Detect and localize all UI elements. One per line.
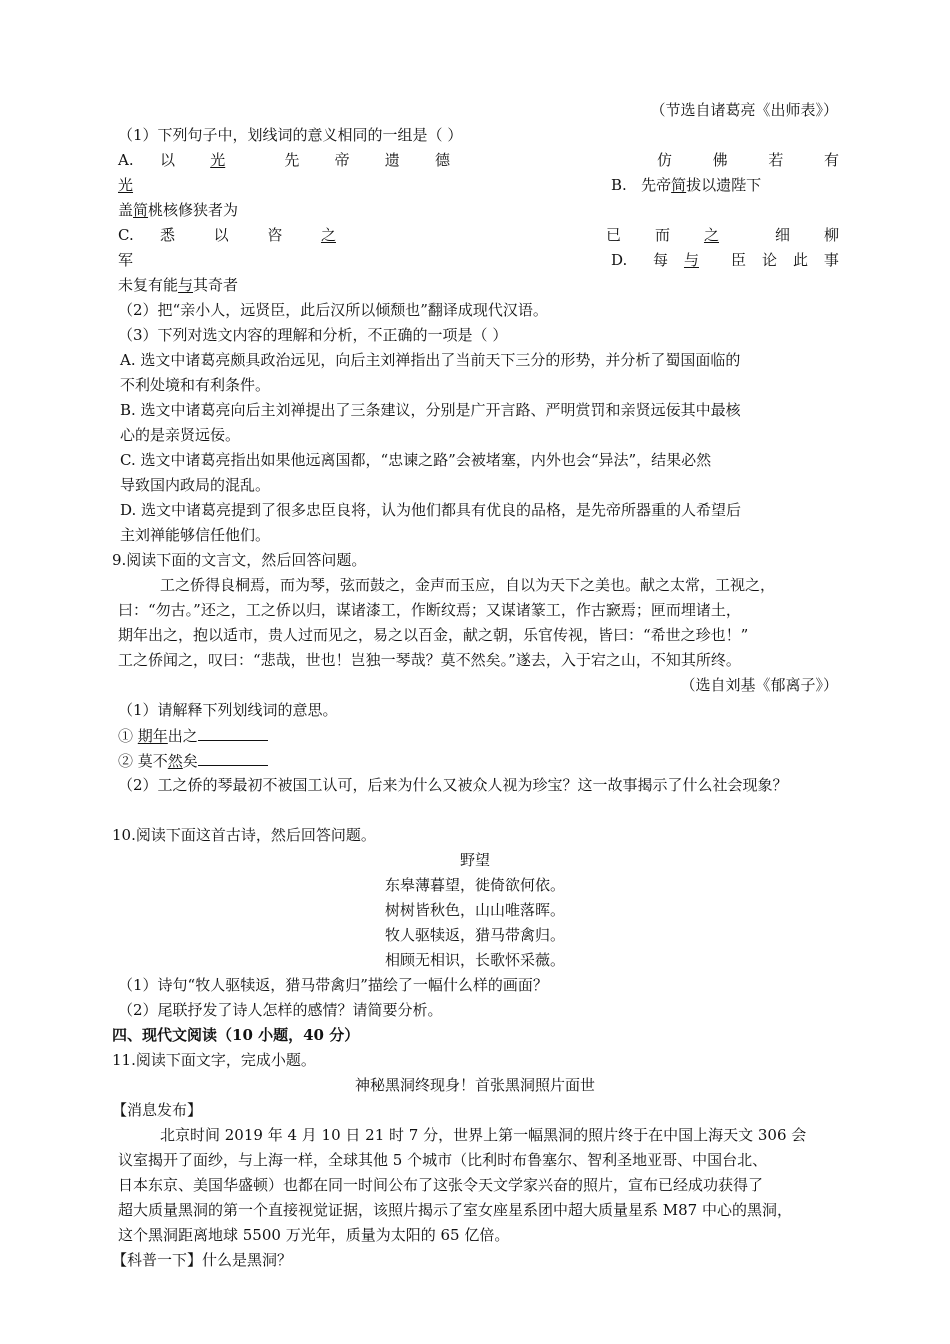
q9-title: 9.阅读下面的文言文，然后回答问题。	[112, 551, 367, 569]
q9-para-3: 期年出之，抱以适市，贵人过而见之，易之以百金，献之朝，乐官传视，皆曰：“希世之珍也！”	[118, 626, 749, 644]
q9-source: （选自刘基《郁离子》）	[680, 676, 838, 694]
q8-optC-chars: 悉 以 咨 之	[160, 225, 372, 245]
optA-char: 以	[160, 151, 176, 169]
answer-blank	[198, 725, 268, 741]
q9-item-2: ② 莫不然矣	[118, 750, 268, 771]
q9-para-2: 曰：“勿古。”还之，工之侨以归，谋诸漆工，作断纹焉；又谋诸篆工，作古窾焉；匣而埋诸土，	[118, 601, 741, 619]
q8-optC-cont: 军	[118, 251, 134, 269]
optA-underlined-word: 光	[210, 151, 226, 169]
optA-char: 遗	[384, 151, 400, 169]
poem-line-2: 树树皆秋色，山山唯落晖。	[384, 901, 565, 919]
q8-sub2: （2）把“亲小人，远贤臣，此后汉所以倾颓也”翻译成现代汉语。	[118, 301, 548, 319]
q8-optA-chars	[160, 150, 450, 170]
optC-underlined-word: 之	[320, 226, 336, 244]
q8-choice-b-cont: 心的是亲贤远佞。	[120, 426, 241, 444]
optB-underlined-word: 简	[671, 176, 687, 194]
q8-source: （节选自诸葛亮《出师表》）	[650, 101, 838, 119]
poem-title: 野望	[459, 851, 490, 869]
q8-optC-right: 已 而 之 细 柳	[606, 226, 839, 244]
q8-optD-cont: 未复有能与其奇者	[118, 276, 239, 294]
news-para-1: 北京时间 2019 年 4 月 10 日 21 时 7 分，世界上第一幅黑洞的照片终于在中国上海天文 306 会	[160, 1126, 807, 1144]
poem-line-3: 牧人驱犊返，猎马带禽归。	[384, 926, 565, 944]
q8-choice-d-cont: 主刘禅能够信任他们。	[120, 526, 271, 544]
q8-sub1: （1）下列句子中，划线词的意义相同的一组是（ ）	[118, 126, 463, 144]
news-para-5: 这个黑洞距离地球 5500 万光年，质量为太阳的 65 亿倍。	[118, 1226, 510, 1244]
q10-sub2: （2）尾联抒发了诗人怎样的感情？请简要分析。	[118, 1001, 443, 1019]
poem-line-4: 相顾无相识，长歌怀采薇。	[384, 951, 565, 969]
q8-optC-prefix: C.	[118, 226, 134, 244]
section-4-heading: 四、现代文阅读（10 小题，40 分）	[112, 1026, 360, 1044]
q8-optA-prefix: A.	[118, 151, 134, 169]
q10-title: 10.阅读下面这首古诗，然后回答问题。	[112, 826, 376, 844]
q8-choice-b: B. 选文中诸葛亮向后主刘禅提出了三条建议，分别是广开言路、严明赏罚和亲贤远佞其中最核	[120, 401, 741, 419]
q9-sub2: （2）工之侨的琴最初不被国工认可，后来为什么又被众人视为珍宝？这一故事揭示了什么社会现象？	[118, 776, 788, 794]
news-para-2: 议室揭开了面纱，与上海一样，全球其他 5 个城市（比利时布鲁塞尔、智利圣地亚哥、中国台北、	[118, 1151, 768, 1169]
q8-choice-a: A. 选文中诸葛亮颇具政治远见，向后主刘禅指出了当前天下三分的形势，并分析了蜀国面临的	[120, 351, 741, 369]
q8-optD-chars: 每 与 臣 论 此 事	[653, 251, 839, 269]
q8-choice-c: C. 选文中诸葛亮指出如果他远离国都，“忠谏之路”会被堵塞，内外也会“异法”，结果必然	[120, 451, 712, 469]
q9-sub1: （1）请解释下列划线词的意思。	[118, 701, 338, 719]
q8-sub3: （3）下列对选文内容的理解和分析，不正确的一项是（ ）	[118, 326, 508, 344]
q11-title: 11.阅读下面文字，完成小题。	[112, 1051, 316, 1069]
q8-optA-cont: 光	[118, 176, 134, 194]
news-para-4: 超大质量黑洞的第一个直接视觉证据，该照片揭示了室女座星系团中超大质量星系 M87 中心的黑洞，	[118, 1201, 792, 1219]
science-tag: 【科普一下】什么是黑洞？	[112, 1251, 293, 1269]
article-title: 神秘黑洞终现身！首张黑洞照片面世	[354, 1076, 595, 1094]
q8-choice-a-cont: 不利处境和有利条件。	[120, 376, 271, 394]
q8-choice-c-cont: 导致国内政局的混乱。	[120, 476, 271, 494]
optA-char: 德	[434, 151, 450, 169]
q9-item-1: ① 期年出之	[118, 725, 268, 746]
q8-optB: B. 先帝简拔以遗陛下	[611, 176, 762, 194]
poem-line-1: 东皋薄暮望，徙倚欲何依。	[384, 876, 565, 894]
news-tag: 【消息发布】	[112, 1101, 203, 1119]
q8-optB-cont: 盖简桃核修狭者为	[118, 201, 239, 219]
q9-para-1: 工之侨得良桐焉，而为琴，弦而鼓之，金声而玉应，自以为天下之美也。献之太常，工视之，	[160, 576, 776, 594]
optA-char: 帝	[334, 151, 350, 169]
q9-para-4: 工之侨闻之，叹曰：“悲哉，世也！岂独一琴哉？莫不然矣。”遂去，入于宕之山，不知其所终。	[118, 651, 741, 669]
optD-underlined-word: 与	[683, 251, 699, 269]
q10-sub1: （1）诗句“牧人驱犊返，猎马带禽归”描绘了一幅什么样的画面？	[118, 976, 548, 994]
optA-char: 先	[284, 151, 300, 169]
q8-choice-d: D. 选文中诸葛亮提到了很多忠臣良将，认为他们都具有优良的品格，是先帝所器重的人希望后	[120, 501, 742, 519]
news-para-3: 日本东京、美国华盛顿）也都在同一时间公布了这张令天文学家兴奋的照片，宣布已经成功获得了	[118, 1176, 764, 1194]
answer-blank	[198, 750, 268, 766]
q8-optA-right: 仿 佛 若 有	[657, 151, 839, 169]
q8-optD-prefix: D.	[611, 251, 628, 269]
